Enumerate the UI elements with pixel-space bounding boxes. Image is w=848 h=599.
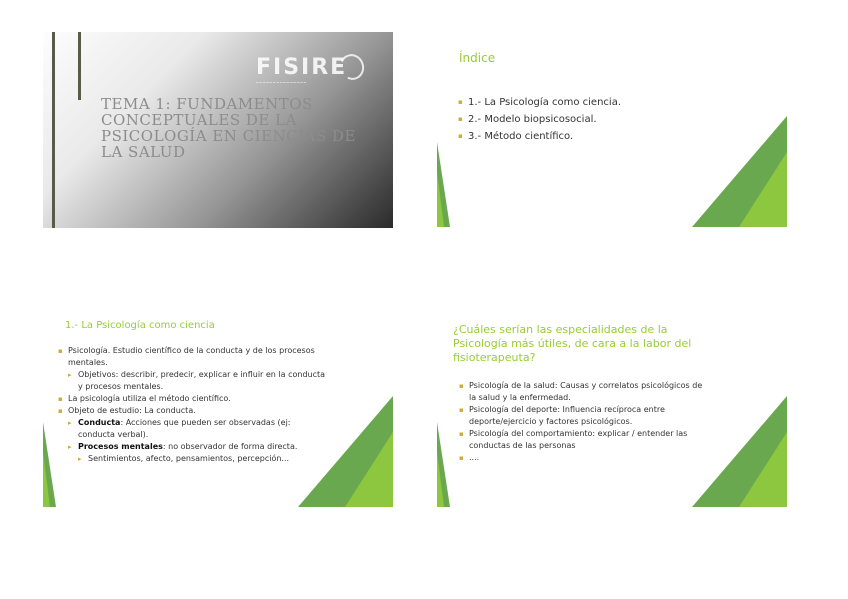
slide-3-content	[43, 312, 393, 508]
list-item: ▪ Psicología. Estudio científico de la conducta y de los procesos mentales.	[58, 345, 326, 369]
term-text: : no observador de forma directa.	[162, 442, 298, 451]
content-list	[58, 345, 326, 465]
term-bold: Conducta	[78, 418, 121, 427]
logo: FISIRE	[256, 55, 348, 80]
slide-4-content	[437, 312, 787, 508]
term-text: : Acciones que pueden ser observadas (ej: conducta verbal).	[78, 418, 291, 439]
list-item: ▸ Objetivos: describir, predecir, explicar e influir en la conducta y procesos mentales.	[68, 369, 326, 393]
list-item: ▪ La psicología utiliza el método científico.	[58, 393, 326, 405]
list-item	[68, 417, 326, 441]
slide-title: 1.- La Psicología como ciencia	[65, 320, 215, 331]
list-item: ▪ 1.- La Psicología como ciencia.	[458, 94, 621, 111]
decor-line	[78, 32, 81, 100]
list-item: ▪ Objeto de estudio: La conducta.	[58, 405, 326, 417]
content-list	[459, 380, 704, 464]
slide-title: ¿Cuáles serían las especialidades de la Psicología más útiles, de cara a la labor del fisioterapeuta?	[453, 323, 692, 364]
list-item: ▪ 3.- Método científico.	[458, 128, 621, 145]
term-bold: Procesos mentales	[78, 442, 163, 451]
list-item	[68, 441, 326, 453]
list-item: ▪ Psicología de la salud: Causas y correlatos psicológicos de la salud y la enfermedad.	[459, 380, 704, 404]
slide-1-title	[43, 32, 393, 228]
logo-tagline-mark: ━━━━━━━━━━━━━━━	[256, 80, 308, 85]
list-item: ▸ Sentimientos, afecto, pensamientos, percepción...	[78, 453, 326, 465]
slide-title: TEMA 1: FUNDAMENTOS CONCEPTUALES DE LA PSICOLOGÍA EN CIENCIAS DE LA SALUD	[101, 95, 356, 161]
list-item: ▪ ....	[459, 452, 704, 464]
slide-2-index	[437, 32, 787, 228]
list-item: ▪ Psicología del deporte: Influencia recíproca entre deporte/ejercicio y factores psicológicos.	[459, 404, 704, 428]
slide-title: Índice	[459, 51, 496, 65]
list-item: ▪ 2.- Modelo biopsicosocial.	[458, 111, 621, 128]
index-list	[458, 94, 621, 145]
decor-line	[52, 32, 55, 228]
list-item: ▪ Psicología del comportamiento: explicar / entender las conductas de las personas	[459, 428, 704, 452]
